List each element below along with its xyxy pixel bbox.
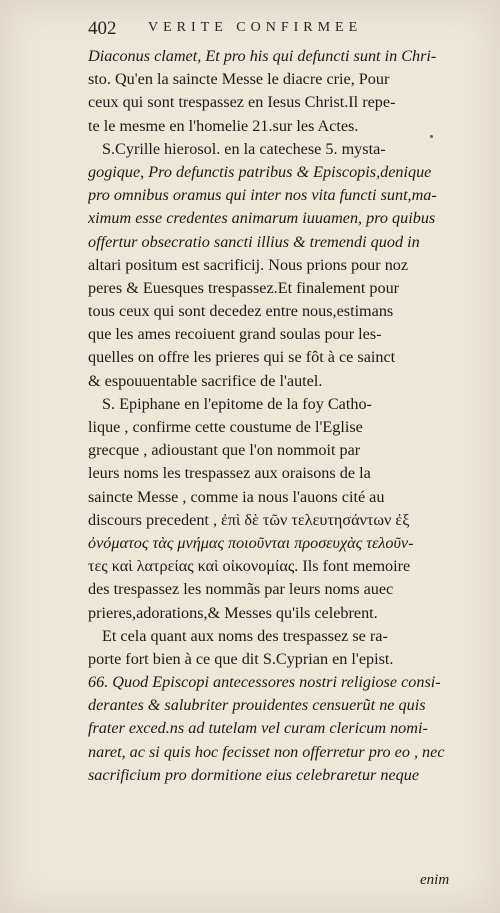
page-number: 402	[88, 18, 117, 39]
text-line: que les ames recoiuent grand soulas pour les-	[88, 325, 382, 344]
text-line: discours precedent , ἐπὶ δὲ τῶν τελευτησάντων ἐξ	[88, 510, 410, 529]
text-line: S.Cyrille hierosol. en la catechese 5. mysta-	[102, 139, 386, 158]
text-line: saincte Messe , comme ia nous l'auons cité au	[88, 487, 385, 506]
text-line: τες καὶ λατρείας καὶ οἰκονομίας. Ils font memoire	[88, 557, 411, 576]
text-line: altari positum est sacrificij. Nous prions pour noz	[88, 255, 409, 274]
text-line: naret, ac si quis hoc fecisset non offerretur pro eo , nec	[88, 742, 445, 761]
text-line: sacrificium pro dormitione eius celebraretur neque	[88, 765, 420, 784]
text-line: 66. Quod Episcopi antecessores nostri religiose consi-	[88, 673, 441, 692]
text-line: peres & Euesques trespassez.Et finalement pour	[88, 278, 400, 297]
text-line: tous ceux qui sont decedez entre nous,estimans	[88, 302, 394, 321]
page-header	[88, 18, 478, 46]
text-line: quelles on offre les prieres qui se fôt à ce sainct	[88, 348, 396, 367]
text-line: porte fort bien à ce que dit S.Cyprian en l'epist.	[88, 649, 394, 668]
text-line: S. Epiphane en l'epitome de la foy Catho-	[102, 394, 372, 413]
text-line: ὀνόματος τὰς μνήμας ποιοῦνται προσευχὰς τελοῦν-	[88, 533, 414, 552]
text-line: Diaconus clamet, Et pro his qui defuncti sunt in Chri-	[88, 47, 437, 65]
text-line: lique , confirme cette coustume de l'Eglise	[88, 418, 363, 436]
text-line: prieres,adorations,& Messes qu'ils celebrent.	[88, 603, 378, 622]
text-line: pro omnibus oramus qui inter nos vita functi sunt,ma-	[88, 186, 437, 205]
text-line: grecque , adioustant que l'on nommoit par	[88, 441, 361, 460]
running-title: VERITE CONFIRMEE	[148, 20, 363, 35]
catchword: enim	[420, 872, 450, 888]
text-line: offertur obsecratio sancti illius & tremendi quod in	[88, 232, 420, 251]
text-line: derantes & salubriter prouidentes censuerũt ne quis	[88, 696, 426, 715]
text-line: ceux qui sont trespassez en Iesus Christ.Il repe-	[88, 93, 396, 112]
text-line: frater exced.ns ad tutelam vel curam clericum nomi-	[88, 719, 428, 738]
body-text	[88, 45, 478, 787]
text-line: sto. Qu'en la saincte Messe le diacre crie, Pour	[88, 70, 390, 89]
text-line: & espouuentable sacrifice de l'autel.	[88, 371, 323, 390]
text-line: te le mesme en l'homelie 21.sur les Actes.	[88, 116, 359, 135]
text-line: ximum esse credentes animarum iuuamen, pro quibus	[88, 209, 436, 228]
text-line: Et cela quant aux noms des trespassez se ra-	[102, 626, 388, 645]
text-line: gogique, Pro defunctis patribus & Episcopis,denique	[88, 162, 432, 181]
text-line: des trespassez les nommãs par leurs noms auec	[88, 580, 394, 599]
text-line: leurs noms les trespassez aux oraisons de la	[88, 464, 371, 483]
